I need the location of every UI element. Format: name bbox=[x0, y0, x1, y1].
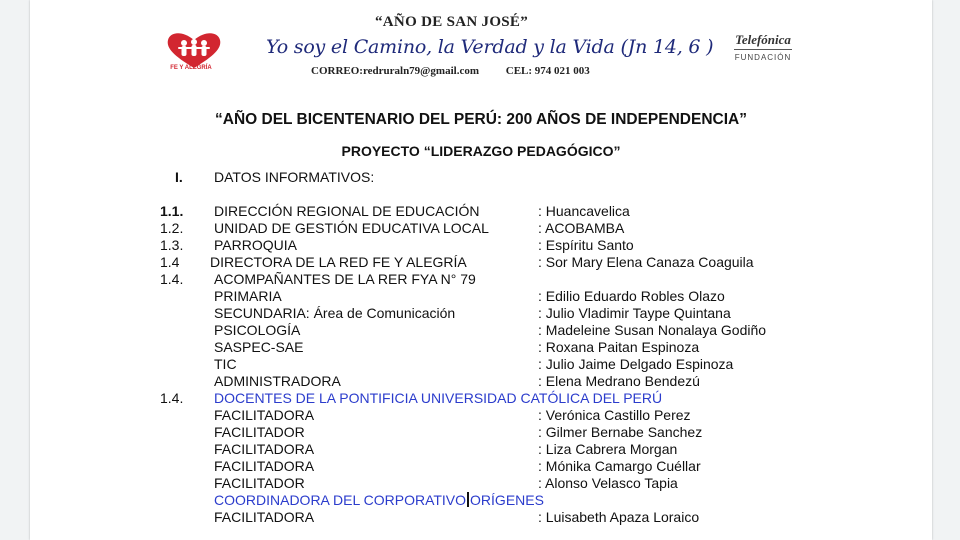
row-value: : Sor Mary Elena Canaza Coaguila bbox=[538, 254, 754, 270]
section-label: DATOS INFORMATIVOS: bbox=[214, 169, 375, 185]
main-title: “AÑO DEL BICENTENARIO DEL PERÚ: 200 AÑOS DE INDEPENDENCIA” bbox=[215, 111, 747, 128]
row-label: FACILITADOR bbox=[214, 424, 305, 440]
contact-line bbox=[311, 65, 614, 77]
row-value: : Julio Jaime Delgado Espinoza bbox=[538, 356, 734, 372]
telefonica-logo bbox=[728, 32, 798, 66]
phone-text: CEL: 974 021 003 bbox=[505, 65, 590, 77]
email-text: CORREO:redruraln79@gmail.com bbox=[311, 65, 479, 77]
row-value: : Julio Vladimir Taype Quintana bbox=[538, 305, 731, 321]
row-value: : Espíritu Santo bbox=[538, 237, 634, 253]
row-number: 1.4. bbox=[160, 271, 184, 287]
row-label: PSICOLOGÍA bbox=[214, 322, 301, 338]
row-label: ACOMPAÑANTES DE LA RER FYA N° 79 bbox=[214, 271, 476, 287]
row-label: UNIDAD DE GESTIÓN EDUCATIVA LOCAL bbox=[214, 220, 489, 236]
fundacion-text: FUNDACIÓN bbox=[734, 53, 792, 62]
row-value: : Elena Medrano Bendezú bbox=[538, 373, 700, 389]
row-label: PRIMARIA bbox=[214, 288, 282, 304]
row-number: 1.2. bbox=[160, 220, 184, 236]
row-value: : Verónica Castillo Perez bbox=[538, 407, 691, 423]
logo-divider bbox=[734, 49, 792, 50]
year-title: “AÑO DE SAN JOSÉ” bbox=[375, 14, 529, 30]
row-label: FACILITADORA bbox=[214, 407, 315, 423]
row-label: PARROQUIA bbox=[214, 237, 297, 253]
project-title: PROYECTO “LIDERAZGO PEDAGÓGICO” bbox=[341, 143, 621, 159]
row-value: : Luisabeth Apaza Loraico bbox=[538, 509, 700, 525]
row-value: : Edilio Eduardo Robles Olazo bbox=[538, 288, 725, 304]
coordinator-heading-part-b: ORÍGENES bbox=[470, 492, 544, 508]
row-value: : Huancavelica bbox=[538, 203, 630, 219]
coordinator-heading[interactable] bbox=[214, 492, 544, 509]
row-value: : Alonso Velasco Tapia bbox=[538, 475, 678, 491]
row-label: DIRECCIÓN REGIONAL DE EDUCACIÓN bbox=[214, 203, 480, 219]
row-label: FACILITADORA bbox=[214, 458, 315, 474]
logo-left-text: FE Y ALEGRÍA bbox=[170, 65, 212, 71]
telefonica-name: Telefónica bbox=[735, 32, 791, 47]
row-value: : Madeleine Susan Nonalaya Godiño bbox=[538, 322, 767, 338]
text-cursor bbox=[467, 492, 469, 507]
row-label: SECUNDARIA: Área de Comunicación bbox=[214, 305, 456, 321]
coordinator-heading-part-a: COORDINADORA DEL CORPORATIVO bbox=[214, 492, 467, 508]
document-page[interactable] bbox=[30, 0, 932, 540]
row-label: ADMINISTRADORA bbox=[214, 373, 341, 389]
motto: Yo soy el Camino, la Verdad y la Vida (Jn 14, 6 ) bbox=[266, 36, 714, 58]
pucp-heading: DOCENTES DE LA PONTIFICIA UNIVERSIDAD CATÓLICA DEL PERÚ bbox=[214, 390, 663, 406]
row-label: TIC bbox=[214, 356, 237, 372]
row-value: : Gilmer Bernabe Sanchez bbox=[538, 424, 703, 440]
row-label: FACILITADORA bbox=[214, 509, 315, 525]
fe-y-alegria-logo bbox=[164, 30, 224, 82]
row-number: 1.3. bbox=[160, 237, 184, 253]
section-number: I. bbox=[175, 169, 183, 185]
row-label: FACILITADORA bbox=[214, 441, 315, 457]
row-label: SASPEC-SAE bbox=[214, 339, 304, 355]
row-label: FACILITADOR bbox=[214, 475, 305, 491]
row-value: : Liza Cabrera Morgan bbox=[538, 441, 678, 457]
row-value: : ACOBAMBA bbox=[538, 220, 625, 236]
row-number: 1.4 bbox=[160, 254, 180, 270]
row-label: DIRECTORA DE LA RED FE Y ALEGRÍA bbox=[210, 254, 467, 270]
row-value: : Roxana Paitan Espinoza bbox=[538, 339, 700, 355]
row-number: 1.4. bbox=[160, 390, 184, 406]
row-value: : Mónika Camargo Cuéllar bbox=[538, 458, 701, 474]
row-number: 1.1. bbox=[160, 203, 184, 219]
